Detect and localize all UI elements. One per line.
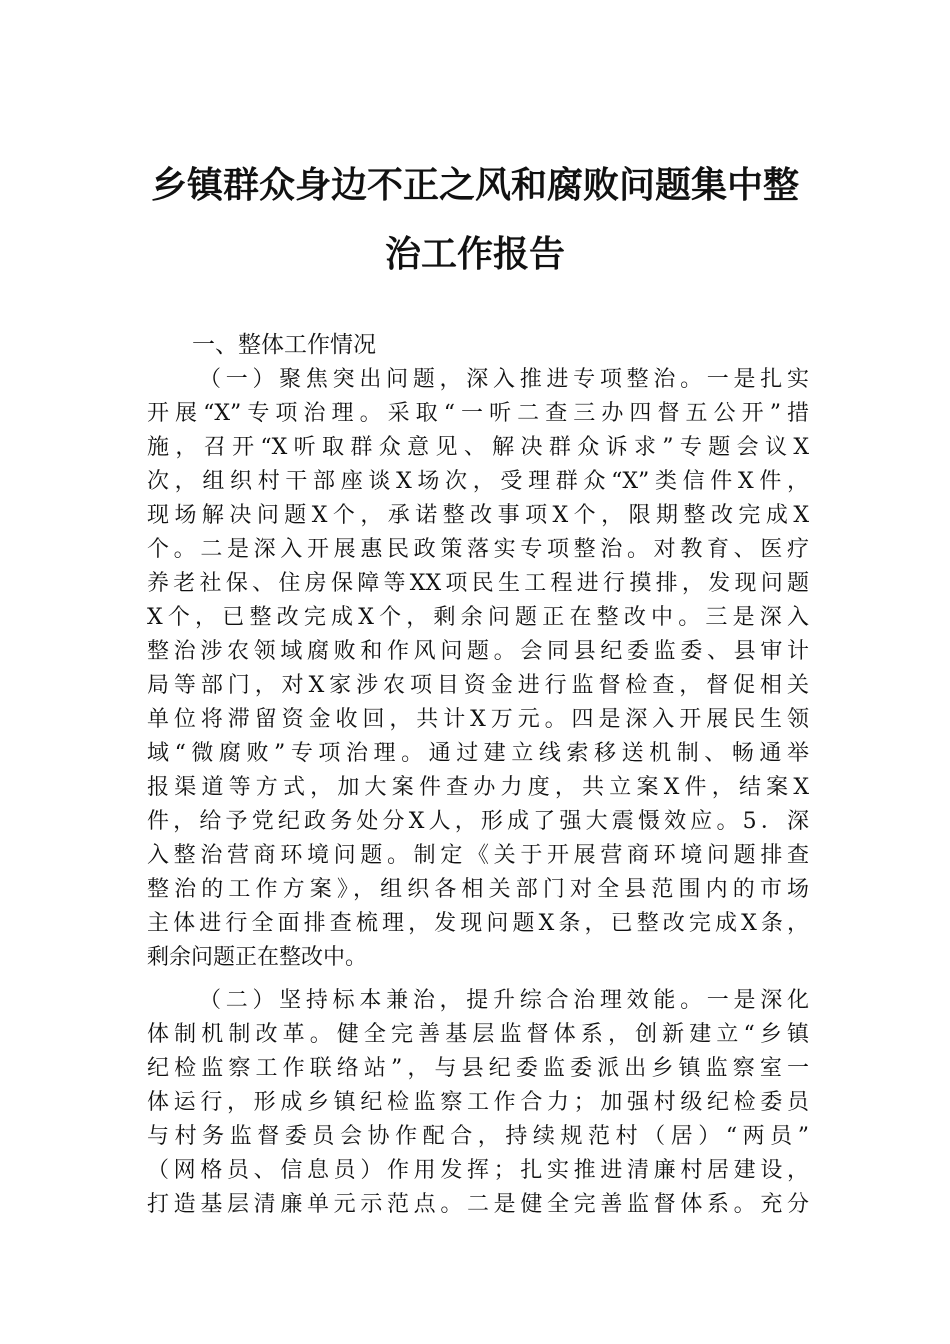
paragraph-line: 入整治营商环境问题。制定《关于开展营商环境问题排查 [147,843,809,868]
document-title-line-2: 治工作报告 [384,233,565,275]
paragraph-line: 纪检监察工作联络站”，与县纪委监委派出乡镇监察室一 [147,1056,809,1081]
document-title-line-1: 乡镇群众身边不正之风和腐败问题集中整 [150,164,799,206]
paragraph-line: 打造基层清廉单元示范点。二是健全完善监督体系。充分 [147,1192,809,1217]
paragraph-line: 体制机制改革。健全完善基层监督体系，创新建立“乡镇 [147,1022,809,1047]
paragraph-line: （二）坚持标本兼治，提升综合治理效能。一是深化 [199,988,809,1013]
section-heading: 一、整体工作情况 [192,332,376,358]
paragraph-line: 报渠道等方式，加大案件查办力度，共立案X件，结案X [147,775,809,800]
paragraph-line: 整治涉农领域腐败和作风问题。会同县纪委监委、县审计 [147,639,809,664]
paragraph-line: X个，已整改完成X个，剩余问题正在整改中。三是深入 [147,605,809,630]
paragraph-line: 剩余问题正在整改中。 [147,945,368,970]
paragraph-line: 个。二是深入开展惠民政策落实专项整治。对教育、医疗 [147,537,809,562]
paragraph-line: 件，给予党纪政务处分X人，形成了强大震慑效应。5．深 [147,809,809,834]
paragraph-line: 开展“X”专项治理。采取“一听二查三办四督五公开”措 [147,401,809,426]
paragraph-line: 现场解决问题X个，承诺整改事项X个，限期整改完成X [147,503,809,528]
paragraph-line: 施，召开“X听取群众意见、解决群众诉求”专题会议X [147,435,809,460]
paragraph-line: 单位将滞留资金收回，共计X万元。四是深入开展民生领 [147,707,809,732]
paragraph-line: 整治的工作方案》，组织各相关部门对全县范围内的市场 [147,877,809,902]
paragraph-line: 与村务监督委员会协作配合，持续规范村（居）“两员” [147,1124,809,1149]
paragraph-line: （网格员、信息员）作用发挥；扎实推进清廉村居建设， [147,1158,809,1183]
paragraph-line: 域“微腐败”专项治理。通过建立线索移送机制、畅通举 [147,741,809,766]
paragraph-line: 主体进行全面排查梳理，发现问题X条，已整改完成X条， [147,911,809,936]
paragraph-line: 次，组织村干部座谈X场次，受理群众“X”类信件X件， [147,469,809,494]
paragraph-line: 体运行，形成乡镇纪检监察工作合力；加强村级纪检委员 [147,1090,809,1115]
paragraph-line: 养老社保、住房保障等XX项民生工程进行摸排，发现问题 [147,571,809,596]
paragraph-line: （一）聚焦突出问题，深入推进专项整治。一是扎实 [199,367,809,392]
paragraph-line: 局等部门，对X家涉农项目资金进行监督检查，督促相关 [147,673,809,698]
